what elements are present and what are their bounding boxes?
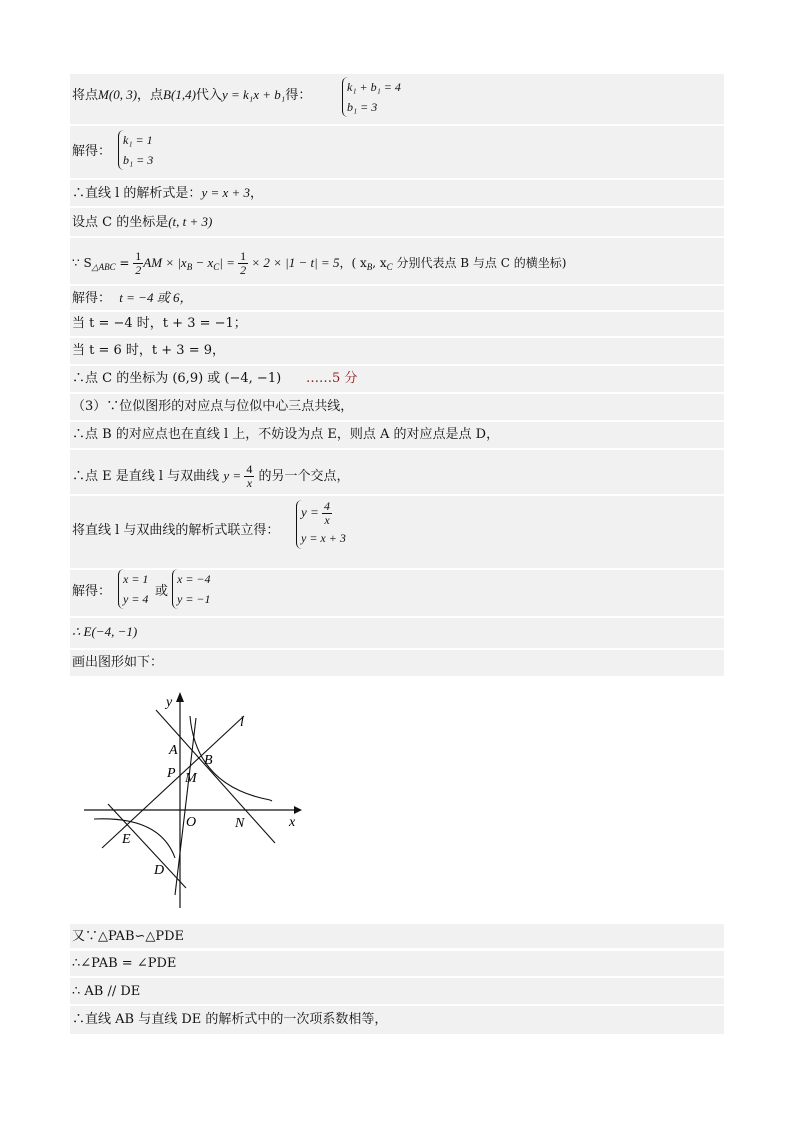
equation-system: x = −4 y = −1 (172, 569, 211, 609)
text: 代入 (195, 88, 222, 103)
label-p: P (167, 766, 176, 781)
line-area (72, 250, 566, 277)
line-c-result (72, 370, 357, 388)
math-coord: (1,4) (171, 87, 196, 102)
math-sub: B (366, 262, 373, 272)
line-coefficient (72, 1011, 387, 1029)
sys-row: k₁ = 1 (123, 133, 153, 147)
line-case-2 (72, 342, 225, 360)
text: 得： (285, 88, 312, 103)
equation-system (118, 130, 153, 170)
text: （3）∵位似图形的对应点与位似中心三点共线， (72, 399, 354, 414)
equation-system (342, 77, 401, 117)
text: 解得： (72, 584, 112, 599)
math-eq: y = (223, 468, 245, 483)
sys-row: y = x + 3 (301, 531, 346, 545)
text: ∴直线 l 的解析式是： (72, 186, 202, 201)
sys-row: b₁ = 3 (347, 100, 378, 114)
math-sub: B (186, 262, 193, 272)
text: 当 t = −4 时，t + 3 = −1； (72, 316, 247, 331)
row-band (70, 570, 724, 616)
label-y: y (166, 695, 173, 710)
line-l-expression (72, 184, 263, 203)
line-point-c (72, 213, 212, 232)
text: ∴点 C 的坐标为 (6,9) 或 (−4, −1) (72, 371, 282, 386)
math-eq: y = k₁x + b₁ (221, 87, 286, 102)
math-eq: − x (192, 255, 214, 270)
math-coord: (0, 3) (108, 87, 138, 102)
line-parallel (72, 983, 140, 1001)
text: 的另一个交点， (254, 469, 350, 484)
sys-row: b₁ = 3 (123, 153, 154, 167)
math-sub: △ABC (91, 262, 116, 272)
label-b: B (204, 753, 213, 768)
math-sub: C (213, 262, 220, 272)
label-m: M (185, 771, 197, 786)
text: ∴ AB // DE (72, 984, 141, 999)
geometry-figure (72, 680, 314, 917)
text-or: 或 (155, 584, 169, 599)
text: 解得： (72, 291, 112, 306)
line-part-3 (72, 398, 353, 416)
label-x: x (289, 815, 296, 830)
label-a: A (169, 743, 178, 758)
equation-system: x = 1 y = 4 (118, 569, 148, 609)
fraction: $\frac{4}{x}$ (246, 462, 253, 490)
line-substitute (72, 86, 311, 105)
text: 当 t = 6 时，t + 3 = 9， (72, 343, 225, 358)
x-axis-arrow (294, 806, 302, 814)
text: 将点 (72, 88, 99, 103)
line-l (102, 716, 244, 848)
text: ，( x (339, 256, 367, 270)
line-solve-xy (72, 583, 111, 601)
line-case-1 (72, 315, 247, 333)
math-var: M (98, 87, 109, 102)
text: ∴点 B 的对应点也在直线 l 上，不妨设为点 E，则点 A 的对应点是点 D， (72, 427, 500, 442)
math-var: B (163, 87, 171, 102)
math-eq: × 2 × |1 − t| = 5 (248, 255, 340, 270)
label-l: l (240, 715, 244, 730)
row-band (70, 978, 724, 1004)
figure-svg (72, 680, 314, 917)
text: 解得： (72, 144, 112, 159)
row-band (70, 126, 724, 178)
fraction: $\frac{1}{2}$ (240, 249, 247, 277)
math-eq: ∴ E(−4, −1) (72, 624, 138, 639)
hyperbola-branch-2 (94, 819, 175, 858)
line-solve (72, 143, 111, 161)
math-eq: AM × |x (143, 255, 187, 270)
label-d: D (154, 863, 165, 878)
math-eq: (t, t + 3) (168, 214, 213, 229)
row-band (70, 618, 724, 648)
line-ed (108, 804, 186, 888)
line-correspond (72, 426, 499, 444)
line-angle (72, 955, 176, 973)
text: 设点 C 的坐标是 (72, 215, 169, 230)
text: ∴直线 AB 与直线 DE 的解析式中的一次项系数相等， (72, 1012, 388, 1027)
line-solve-t (72, 289, 192, 308)
text: ∴∠PAB = ∠PDE (72, 956, 177, 971)
text: = (119, 256, 134, 270)
row-band (70, 650, 724, 676)
math-eq: y = x + 3 (201, 185, 251, 200)
line-point-e (72, 463, 350, 490)
math-eq: t = −4 或 6， (119, 290, 193, 305)
text: ，点 (137, 88, 164, 103)
equation-system: y = $\frac{4}{x}$ y = x + 3 (296, 500, 346, 549)
label-e: E (122, 832, 131, 847)
math-sub: C (386, 262, 393, 272)
text: 将直线 l 与双曲线的解析式联立得： (72, 523, 280, 538)
line-e-result (72, 623, 137, 642)
line-similar (72, 928, 184, 946)
math-eq: | = (219, 255, 239, 270)
text: 画出图形如下： (72, 655, 164, 670)
label-o: O (186, 815, 197, 830)
score-mark: ……5 分 (305, 371, 358, 386)
line-system (72, 522, 279, 540)
text: ， (250, 186, 264, 201)
text: 分别代表点 B 与点 C 的横坐标) (392, 256, 567, 270)
line-db (175, 718, 196, 895)
text: ∵ S (72, 256, 92, 270)
fraction: $\frac{1}{2}$ (135, 249, 142, 277)
sys-row: k₁ + b₁ = 4 (347, 80, 401, 94)
text: 又∵△PAB∽△PDE (72, 929, 185, 944)
y-axis-arrow (176, 692, 184, 702)
label-n: N (235, 816, 245, 831)
line-draw (72, 654, 163, 672)
fraction: $\frac{4}{x}$ (324, 499, 331, 527)
text: ∴点 E 是直线 l 与双曲线 (72, 469, 224, 484)
text: , x (372, 256, 387, 270)
